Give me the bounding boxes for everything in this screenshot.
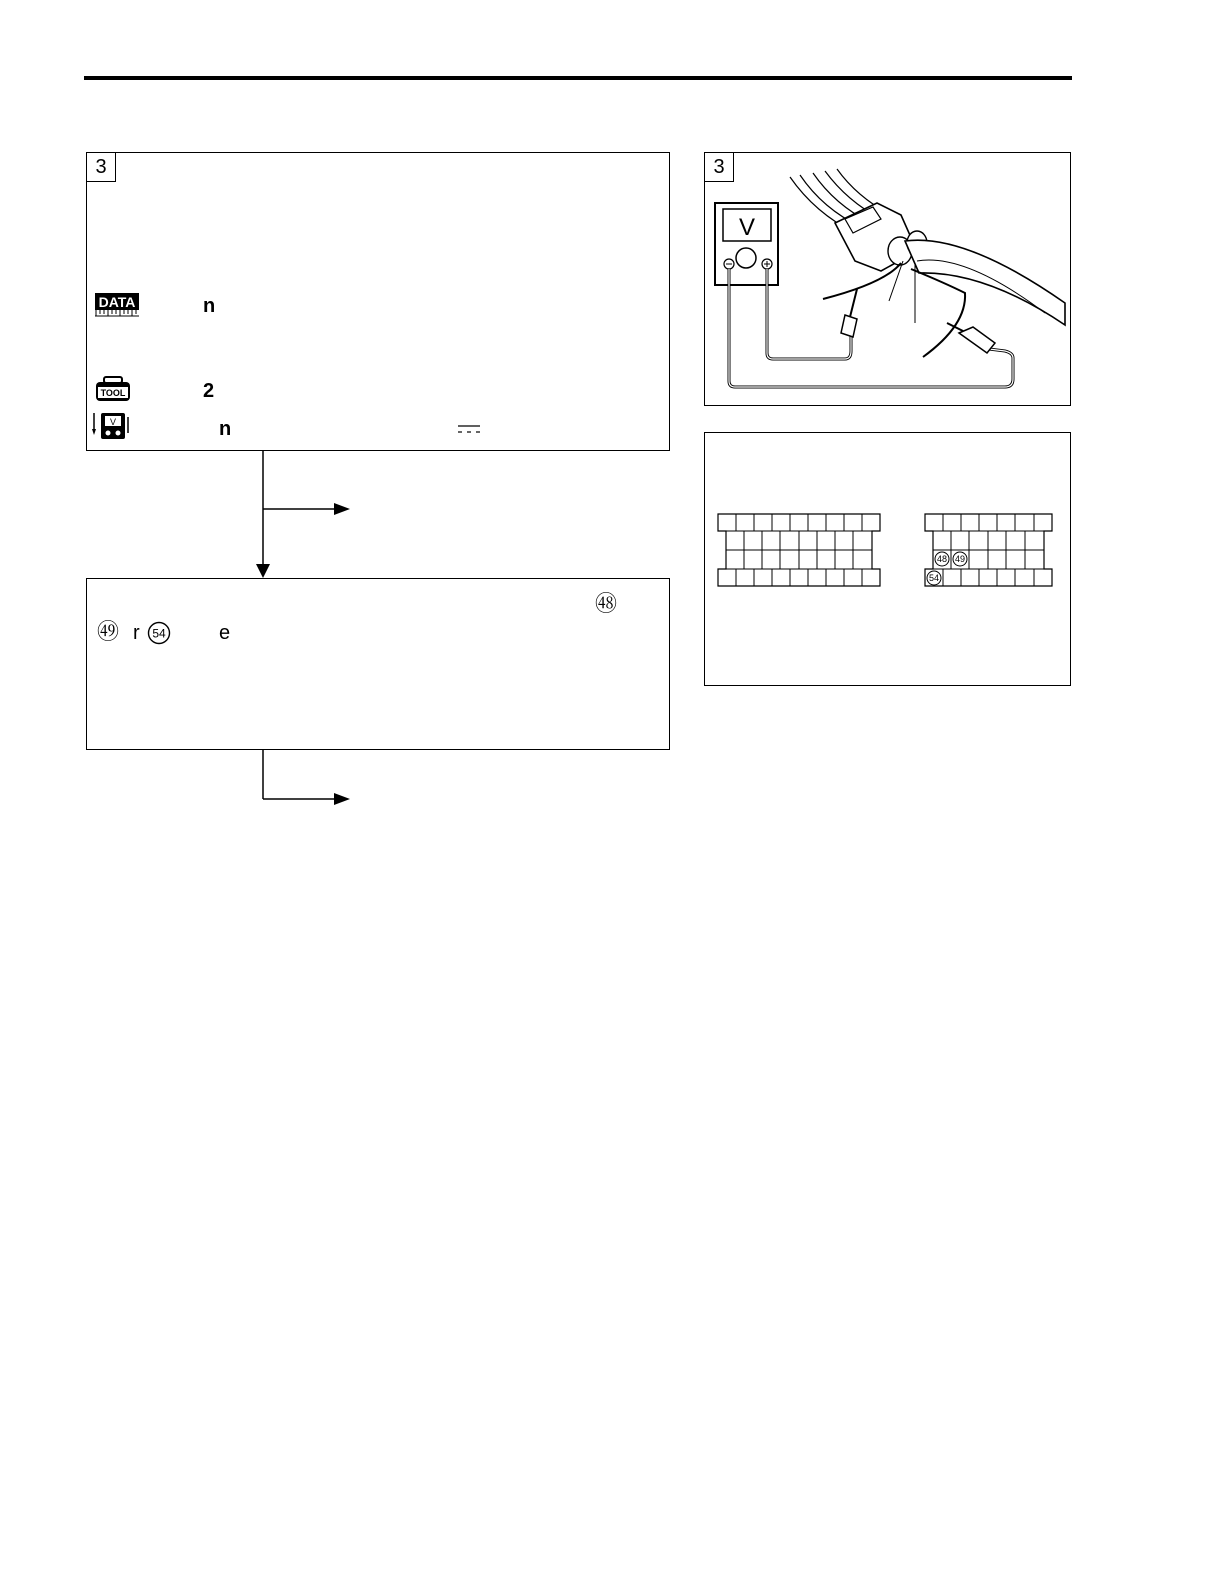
arrow-right-icon-2 (334, 793, 350, 805)
pin-49-label: 49 (954, 554, 966, 564)
or-fragment: r (133, 622, 140, 644)
pin-48-label: 48 (936, 554, 948, 564)
multimeter-dial (736, 248, 756, 268)
illustration-box (704, 152, 1071, 406)
voltmeter-connector-illustration (705, 153, 1071, 406)
meter-spec-value: n (219, 418, 232, 440)
data-icon-label: DATA (98, 294, 136, 310)
multimeter-display-label: V (738, 214, 756, 241)
pin-54-diagram-label: 54 (928, 573, 940, 583)
data-spec-value: n (203, 295, 216, 317)
tail-fragment: e (219, 622, 231, 644)
arrow-down-icon (256, 564, 270, 578)
step-number: 3 (87, 153, 116, 182)
ecu-connector-diagram (705, 433, 1072, 687)
tool-icon-label: TOOL (100, 388, 126, 398)
meter-icon-label: V (109, 417, 117, 427)
tool-spec-value: 2 (203, 380, 215, 402)
illustration-step-number: 3 (705, 153, 734, 182)
arrow-right-icon (334, 503, 350, 515)
connector-diagram-box (704, 432, 1071, 686)
pin-48-circled: ㊽ (595, 591, 618, 616)
pin-54-label: 54 (152, 626, 166, 641)
pin-49-circled: ㊾ (97, 619, 120, 644)
